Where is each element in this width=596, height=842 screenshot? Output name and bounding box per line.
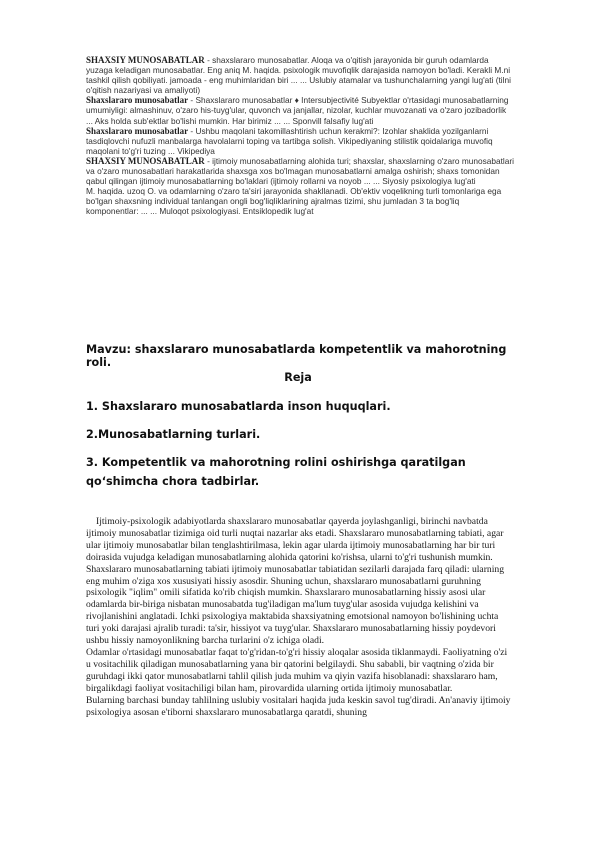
body-paragraph: Bularning barchasi bunday tahlilning uslubiy vositalari haqida juda keskin savol tug'diradi. An'anaviy ijtimoiy psixologiya asosan e'tiborni shaxslararo munosabatlarga qaratdi, shuning	[86, 694, 511, 718]
snippet-text: - ijtimoiy munosabatlarning alohida turi; shaxslar, shaxslarning o'zaro munosabatlari va o'zaro munosabatlari harakatlarida shaxsga xos bo'lmagan munosabatlarni amalga oshirish; shaxs tomonidan qabul qilingan ijtimoiy munosabatlarning bo'laklari (ijtimoiy rollarni va noyob ... ... Siyosiy psixologiya lug'ati	[86, 155, 514, 187]
snippet-title: Shaxslararo munosabatlar	[86, 125, 189, 136]
plan-item: 1. Shaxslararo munosabatlarda inson huquqlari.	[86, 400, 391, 413]
plan-title: Reja	[284, 371, 312, 384]
topic-heading: Mavzu: shaxslararo munosabatlarda kompetentlik va mahorotning roli.	[86, 343, 507, 369]
snippet	[86, 55, 514, 95]
plan-item: 3. Kompetentlik va mahorotning rolini oshirishga qaratilgan qo‘shimcha chora tadbirlar.	[86, 456, 466, 488]
plan-item: 2.Munosabatlarning turlari.	[86, 428, 261, 441]
snippet-text: - Shaxslararo munosabatlar ♦ Intersubjectivité Subyektlar o'rtasidagi munosabatlarning umumiyligi: almashinuv, o'zaro his-tuyg'ular, quvonch va janjallar, nizolar, kuchlar muvozanati va o'zaro jozibadorlik ... Aks holda sub'ektlar bo'lishi mumkin. Har birimiz ... ... Sponvill falsafiy lug'ati	[86, 95, 509, 126]
plan-list	[86, 397, 518, 500]
snippet	[86, 186, 514, 216]
snippet-title: SHAXSIY MUNOSABATLAR	[86, 55, 205, 65]
snippet	[86, 156, 514, 186]
body-paragraph: Odamlar o'rtasidagi munosabatlar faqat to'g'ridan-to'g'ri hissiy aloqalar asosida tiklanmaydi. Faoliyatning o'zi u vositachilik qiladigan munosabatlarning yana bir qatorini belgilaydi. Shu sababli, bir vaqtning o'zida bir guruhdagi ikki qator munosabatlarni tahlil qilish juda muhim va qiyin vazifa hisoblanadi: shaxslararo ham, birgalikdagi faoliyat vositachiligi bilan ham, pirovardida ularning ortida ijtimoiy munosabatlar.	[86, 646, 508, 694]
snippet	[86, 95, 514, 125]
snippet	[86, 126, 514, 156]
body-text	[86, 516, 514, 718]
snippet-title: Shaxslararo munosabatlar	[86, 95, 189, 106]
snippet-text: M. haqida. uzoq O. va odamlarning o'zaro ta'siri jarayonida shakllanadi. Ob'ektiv voqelikning turli tomonlariga ega bo'lgan shaxsning individual tanlangan ongli bog'liqliklarining ajralmas tizimi, shu jumladan 3 ta bog'liq komponentlar: ... ... Muloqot psixologiyasi. Entsiklopedik lug'at	[86, 186, 502, 217]
body-paragraph: Ijtimoiy-psixologik adabiyotlarda shaxslararo munosabatlar qayerda joylashganligi, birinchi navbatda ijtimoiy munosabatlar tizimiga oid turli nuqtai nazarlar aks etadi. Shaxslararo munosabatlarning tabiati, agar ular ijtimoiy munosabatlar bilan tenglashtirilmasa, lekin agar ularda ijtimoiy munosabatlarning har bir turi doirasida vujudga keladigan munosabatlarning alohida qatorini ko'rishsa, ularni to'g'ri tushunish mumkin.	[86, 516, 504, 563]
dictionary-snippets	[86, 55, 514, 217]
body-paragraph: Shaxslararo munosabatlarning tabiati ijtimoiy munosabatlar tabiatidan sezilarli darajada farq qiladi: ularning eng muhim o'ziga xos xususiyati hissiy asosdir. Shuning uchun, shaxslararo munosabatlarni guruhning psixologik "iqlim" omili sifatida ko'rib chiqish mumkin. Shaxslararo munosabatlarning hissiy asosi ular odamlarda bir-biriga nisbatan munosabatda tug'iladigan ma'lum tuyg'ular asosida vujudga kelishini va rivojlanishini anglatadi. Ichki psixologiya maktabida shaxsiyatning emotsional namoyon bo'lishining uchta turi yoki darajasi ajralib turadi: ta'sir, hissiyot va tuyg'ular. Shaxslararo munosabatlarning hissiy poydevori ushbu hissiy namoyonlikning barcha turlarini o'z ichiga oladi.	[86, 563, 505, 647]
snippet-title: SHAXSIY MUNOSABATLAR	[86, 155, 205, 166]
snippet-text: - shaxslararo munosabatlar. Aloqa va o'qitish jarayonida bir guruh odamlarda yuzaga keladigan munosabatlar. Eng aniq M. haqida. psixologik muvofiqlik darajasida namoyon bo'ladi. Kerakli M.ni tashkil qilish qobiliyati. jamoada - eng muhimlaridan biri ... ... Uslubiy atamalar va tushunchalarning yangi lug'ati (tilni o'qitish nazariyasi va amaliyoti)	[86, 55, 511, 96]
snippet-text: - Ushbu maqolani takomillashtirish uchun kerakmi?: Izohlar shaklida yozilganlarni tasdiqlovchi nufuzli manbalarga havolalarni toping va tartibga solish. Vikipediyaning stilistik qoidalariga muvofiq maqolani to'g'ri tuzing ... Vikipediya	[86, 125, 493, 156]
